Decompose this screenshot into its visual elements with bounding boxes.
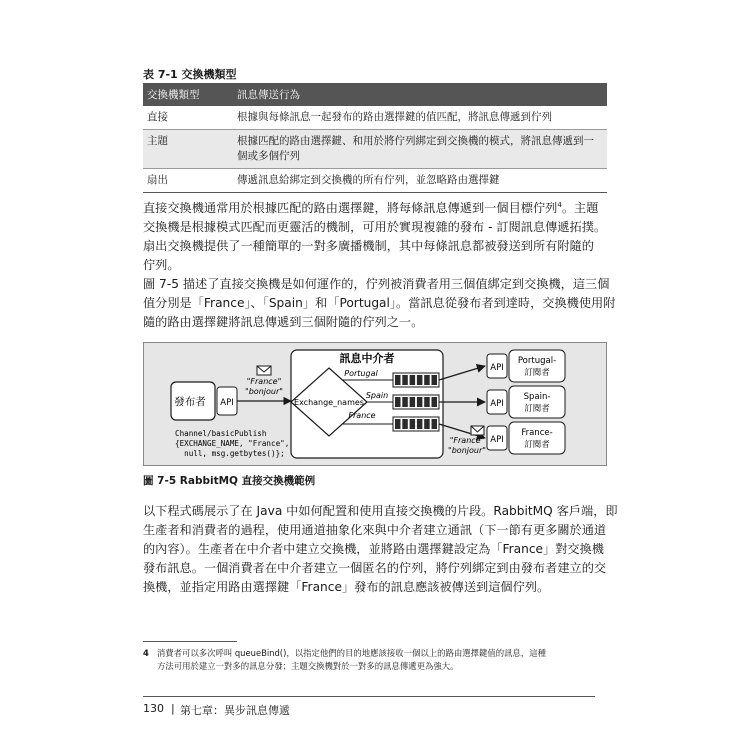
route-key-spain: Spain xyxy=(365,391,389,400)
direct-exchange-diagram xyxy=(143,342,607,466)
queue-cell xyxy=(424,375,430,385)
footnote-rule xyxy=(143,641,237,642)
queue-cell xyxy=(417,397,423,407)
subscriber-role: 訂閱者 xyxy=(524,368,550,378)
chapter-title: 第七章：異步訊息傳遞 xyxy=(180,704,290,717)
queue-cell xyxy=(410,397,416,407)
footnote-ref[interactable]: 4 xyxy=(557,201,562,209)
queue-cell xyxy=(424,397,430,407)
publisher-label: 發布者 xyxy=(174,396,206,408)
footnote-number: 4 xyxy=(143,648,149,658)
subscriber-name: Portugal- xyxy=(517,356,557,366)
text-line: 值分別是「France」、「Spain」和「Portugal」。當訊息從發布者到達時，交換機使用附 xyxy=(143,296,616,310)
footnote-line xyxy=(143,647,613,660)
delivered-body: "bonjour" xyxy=(448,446,486,455)
exchange-label: Exchange_names xyxy=(294,398,364,407)
text-line xyxy=(143,196,607,218)
text-line: 生產者和消費者的過程，使用通道抽象化來與中介者建立通訊（下一節有更多關於通道 xyxy=(143,523,607,537)
queue-cell xyxy=(410,375,416,385)
table-row xyxy=(143,130,607,169)
text-line: 圖 7-5 描述了直接交換機是如何運作的，佇列被消費者用三個值綁定到交換機，這三個 xyxy=(143,277,610,291)
queue-group xyxy=(393,373,439,431)
behavior-line: 根據匹配的路由選擇鍵、和用於將佇列綁定到交換機的模式，將訊息傳遞到一 xyxy=(237,135,594,147)
table-row xyxy=(143,169,607,193)
subscriber-api-label: API xyxy=(490,399,504,409)
queue-cell xyxy=(424,419,430,429)
text-line: 佇列。 xyxy=(143,258,180,273)
page-number: 130 xyxy=(143,702,164,715)
text-line: 以下程式碼展示了在 Java 中如何配置和使用直接交換機的片段。RabbitMQ 客戶端，即 xyxy=(143,504,618,518)
table-cell-behavior xyxy=(233,106,607,130)
subscriber-role: 訂閱者 xyxy=(524,404,550,414)
subscriber-name: Spain- xyxy=(523,392,551,402)
text-line: 隨的路由選擇鍵將訊息傳遞到三個附隨的佇列之一。 xyxy=(143,315,424,329)
footer-separator: | xyxy=(171,702,175,715)
table-header-behavior: 訊息傳送行為 xyxy=(233,83,607,106)
subscriber-portugal xyxy=(487,350,565,382)
subscriber-role: 訂閱者 xyxy=(524,440,550,450)
text-line: 發布訊息。一個消費者在中介者建立一個匿名的佇列，將佇列綁定到由發布者建立的交 xyxy=(143,561,607,575)
footer-rule xyxy=(143,696,595,697)
text-line: 的內容）。生產者在中介者中建立交換機，並將路由選擇鍵設定為「France」對交換機 xyxy=(143,542,604,556)
subscriber-france xyxy=(487,422,565,454)
subscriber-name: France- xyxy=(521,428,553,438)
figure-caption: 圖 7-5 RabbitMQ 直接交換機範例 xyxy=(143,475,316,487)
queue-cell xyxy=(432,419,438,429)
text-segment: 直接交換機通常用於根據匹配的路由選擇鍵，將每條訊息傳遞到一個目標佇列 xyxy=(143,201,558,216)
delivered-key: "France" xyxy=(449,436,485,445)
queue-cell xyxy=(417,419,423,429)
subscriber-api-label: API xyxy=(490,435,504,445)
route-key-france: France xyxy=(348,411,376,420)
route-key-portugal: Portugal xyxy=(344,369,378,378)
table-row xyxy=(143,106,607,130)
envelope-icon xyxy=(471,426,484,435)
footnote-line: 方法可用於建立一對多的訊息分發；主題交換機對於一對多的訊息傳遞更為強大。 xyxy=(157,660,459,671)
queue-cell xyxy=(395,397,401,407)
queue-cell xyxy=(432,397,438,407)
behavior-line: 個或多個佇列 xyxy=(237,150,300,162)
queue-cell xyxy=(402,419,408,429)
envelope-icon xyxy=(257,366,271,375)
behavior-line: 傳遞訊息給綁定到交換機的所有佇列，並忽略路由選擇鍵 xyxy=(237,174,500,186)
broker-title: 訊息中介者 xyxy=(339,352,395,365)
table-cell-behavior xyxy=(233,169,607,193)
message-body: "bonjour" xyxy=(245,387,283,396)
publisher-api-label: API xyxy=(220,398,234,408)
paragraph-1 xyxy=(143,196,607,275)
table-cell-type: 直接 xyxy=(143,106,233,130)
table-caption: 表 7-1 交換機類型 xyxy=(143,68,237,81)
subscriber-api-label: API xyxy=(490,363,504,373)
queue-cell xyxy=(395,375,401,385)
code-line: {EXCHANGE_NAME, "France", xyxy=(175,439,290,448)
queue-cell xyxy=(432,375,438,385)
queue-cell xyxy=(410,419,416,429)
footnote-text: 消費者可以多次呼叫 queueBind()，以指定他們的目的地應該接收一個以上的路由選擇鍵值的訊息，這種 xyxy=(156,648,546,658)
queue-cell xyxy=(417,375,423,385)
table-header-type: 交換機類型 xyxy=(143,83,233,106)
queue-cell xyxy=(402,397,408,407)
footnote xyxy=(143,647,613,672)
code-line: null, msg.getbytes()}; xyxy=(175,449,285,458)
text-segment: 。主題 xyxy=(561,201,599,216)
table-cell-type: 主題 xyxy=(143,130,233,169)
text-line: 交換機是根據模式匹配而更靈活的機制，可用於實現複雜的發布 - 訂閱訊息傳遞拓撲。 xyxy=(143,220,607,235)
behavior-line: 根據與每條訊息一起發布的路由選擇鍵的值匹配，將訊息傳遞到佇列 xyxy=(237,111,552,123)
table-header-row xyxy=(143,83,607,106)
table-cell-behavior xyxy=(233,130,607,169)
text-line: 扇出交換機提供了一種簡單的一對多廣播機制，其中每條訊息都被發送到所有附隨的 xyxy=(143,239,594,254)
paragraph-2 xyxy=(143,275,616,332)
queue-cell xyxy=(395,419,401,429)
queue-cell xyxy=(402,375,408,385)
exchange-types-table xyxy=(143,83,607,193)
subscriber-spain xyxy=(487,386,565,418)
text-line: 換機，並指定用路由選擇鍵「France」發布的訊息應該被傳送到這個佇列。 xyxy=(143,580,550,594)
paragraph-3 xyxy=(143,502,618,597)
code-line: Channel/basicPublish xyxy=(175,429,267,438)
message-key: "France" xyxy=(246,377,282,386)
table-cell-type: 扇出 xyxy=(143,169,233,193)
